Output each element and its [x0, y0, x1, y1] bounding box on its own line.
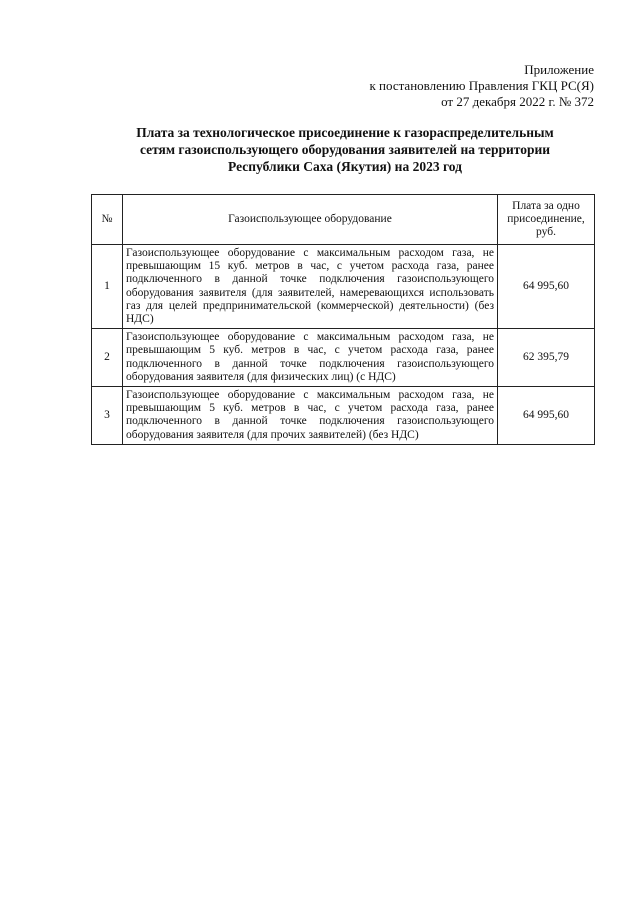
row-number: 2 — [92, 329, 123, 387]
row-number: 1 — [92, 245, 123, 329]
title-line-3: Республики Саха (Якутия) на 2023 год — [228, 159, 462, 174]
header-equipment: Газоиспользующее оборудование — [123, 195, 498, 245]
table-row — [92, 329, 595, 387]
appendix-header — [369, 62, 594, 110]
row-number: 3 — [92, 387, 123, 445]
title-line-1: Плата за технологическое присоединение к газораспределительным — [136, 125, 554, 140]
row-fee: 64 995,60 — [498, 387, 595, 445]
table-header-row — [92, 195, 595, 245]
header-fee: Плата за одно присоединение, руб. — [498, 195, 595, 245]
row-equipment: Газоиспользующее оборудование с максимальным расходом газа, не превышающим 5 куб. метров в час, с учетом расхода газа, ранее подключенного в данной точке подключения газоиспользующего оборудования заявителя (для прочих заявителей) (без НДС) — [123, 387, 498, 445]
header-number: № — [92, 195, 123, 245]
document-title — [95, 124, 595, 175]
appendix-line-1: Приложение — [524, 62, 594, 77]
appendix-line-2: к постановлению Правления ГКЦ РС(Я) — [369, 78, 594, 93]
row-equipment: Газоиспользующее оборудование с максимальным расходом газа, не превышающим 5 куб. метров в час, с учетом расхода газа, ранее подключенного в данной точке подключения газоиспользующего оборудования заявителя (для физических лиц) (с НДС) — [123, 329, 498, 387]
table-row — [92, 245, 595, 329]
row-fee: 64 995,60 — [498, 245, 595, 329]
connection-fee-table — [91, 194, 595, 445]
row-equipment: Газоиспользующее оборудование с максимальным расходом газа, не превышающим 15 куб. метров в час, с учетом расхода газа, ранее подключенного в данной точке подключения газоиспользующего оборудования заявителя (для заявителей, намеревающихся использовать газ для целей предпринимательской (коммерческой) деятельности) (без НДС) — [123, 245, 498, 329]
table-row — [92, 387, 595, 445]
row-fee: 62 395,79 — [498, 329, 595, 387]
appendix-line-3: от 27 декабря 2022 г. № 372 — [441, 94, 594, 109]
title-line-2: сетям газоиспользующего оборудования заявителей на территории — [139, 142, 551, 157]
